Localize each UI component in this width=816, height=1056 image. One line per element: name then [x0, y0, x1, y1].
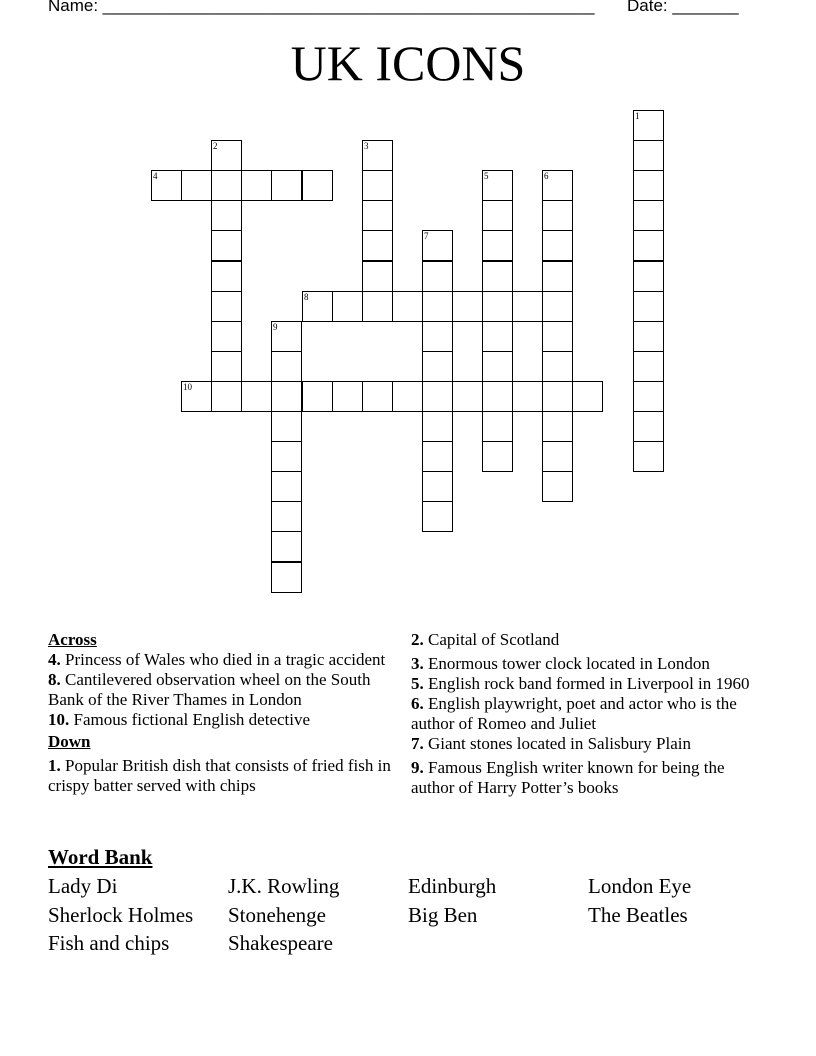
- grid-cell[interactable]: [392, 291, 423, 322]
- grid-cell[interactable]: [392, 381, 423, 412]
- grid-cell[interactable]: [181, 381, 212, 412]
- grid-cell[interactable]: [482, 411, 513, 442]
- grid-cell[interactable]: [422, 291, 453, 322]
- clues-right-column: [411, 630, 756, 798]
- word-bank-item: The Beatles: [588, 903, 688, 927]
- clue-number: 2.: [411, 630, 424, 649]
- grid-cell[interactable]: [633, 321, 664, 352]
- page-title: UK ICONS: [290, 35, 526, 91]
- word-bank-item: Big Ben: [408, 903, 478, 927]
- grid-cell[interactable]: [542, 381, 573, 412]
- grid-cell[interactable]: [542, 261, 573, 292]
- clue-text: Cantilevered observation wheel on the South Bank of the River Thames in London: [48, 670, 371, 709]
- grid-cell[interactable]: [542, 230, 573, 261]
- clue-number: 9.: [411, 758, 424, 777]
- grid-cell[interactable]: [542, 471, 573, 502]
- grid-cell[interactable]: [633, 381, 664, 412]
- grid-cell[interactable]: [422, 351, 453, 382]
- grid-cell[interactable]: [633, 230, 664, 261]
- grid-cell[interactable]: [422, 441, 453, 472]
- word-bank-item: Shakespeare: [228, 931, 333, 955]
- clue-down-1: [48, 756, 398, 796]
- grid-cell[interactable]: [482, 321, 513, 352]
- grid-cell[interactable]: [542, 351, 573, 382]
- grid-cell[interactable]: [362, 170, 393, 201]
- grid-cell[interactable]: [271, 531, 302, 562]
- grid-cell[interactable]: [422, 381, 453, 412]
- grid-cell[interactable]: [452, 381, 483, 412]
- word-bank-item: J.K. Rowling: [228, 874, 340, 898]
- clue-text: Enormous tower clock located in London: [428, 654, 710, 673]
- grid-cell[interactable]: [633, 110, 664, 141]
- date-field-line[interactable]: Date: _______: [627, 0, 739, 15]
- grid-cell[interactable]: [422, 230, 453, 261]
- grid-cell[interactable]: [542, 291, 573, 322]
- grid-cell[interactable]: [362, 261, 393, 292]
- clues-left-column: [48, 630, 398, 796]
- grid-cell[interactable]: [482, 230, 513, 261]
- word-bank-item: Fish and chips: [48, 931, 170, 955]
- grid-cell[interactable]: [542, 441, 573, 472]
- grid-cell[interactable]: [151, 170, 182, 201]
- clue-across-8: [48, 670, 398, 710]
- grid-cell[interactable]: [271, 562, 302, 593]
- down-heading: Down: [48, 732, 91, 751]
- grid-cell[interactable]: [211, 200, 242, 231]
- clue-number: 5.: [411, 674, 424, 693]
- clue-number: 3.: [411, 654, 424, 673]
- grid-cell[interactable]: [271, 501, 302, 532]
- word-bank-item: Stonehenge: [228, 903, 326, 927]
- grid-cell[interactable]: [211, 291, 242, 322]
- grid-cell[interactable]: [512, 381, 543, 412]
- grid-cell[interactable]: [482, 170, 513, 201]
- grid-cell[interactable]: [211, 381, 242, 412]
- grid-cell[interactable]: [512, 291, 543, 322]
- word-bank-heading: Word Bank: [48, 845, 153, 869]
- grid-cell[interactable]: [633, 411, 664, 442]
- clue-number: 1.: [48, 756, 61, 775]
- clue-down-5: [411, 674, 756, 694]
- grid-cell[interactable]: [422, 321, 453, 352]
- grid-cell[interactable]: [211, 351, 242, 382]
- cell-number: 6: [544, 171, 549, 181]
- across-heading: Across: [48, 630, 97, 649]
- clue-down-9: [411, 758, 756, 798]
- name-field-line[interactable]: Name: ____________________________________________________: [48, 0, 595, 15]
- cell-number: 8: [304, 292, 309, 302]
- grid-cell[interactable]: [302, 381, 333, 412]
- cell-number: 3: [364, 141, 369, 151]
- grid-cell[interactable]: [271, 321, 302, 352]
- grid-cell[interactable]: [332, 291, 363, 322]
- word-bank-item: Sherlock Holmes: [48, 903, 194, 927]
- grid-cell[interactable]: [271, 170, 302, 201]
- cell-number: 9: [273, 322, 278, 332]
- grid-cell[interactable]: [633, 200, 664, 231]
- clue-text: Princess of Wales who died in a tragic accident: [65, 650, 386, 669]
- word-bank-item: London Eye: [588, 874, 692, 898]
- grid-cell[interactable]: [633, 441, 664, 472]
- cell-number: 1: [635, 111, 640, 121]
- grid-cell[interactable]: [211, 261, 242, 292]
- grid-cell[interactable]: [633, 351, 664, 382]
- grid-cell[interactable]: [633, 140, 664, 171]
- clue-across-10: [48, 710, 398, 730]
- grid-cell[interactable]: [482, 200, 513, 231]
- grid-cell[interactable]: [482, 381, 513, 412]
- grid-cell[interactable]: [542, 200, 573, 231]
- clue-text: English playwright, poet and actor who is the author of Romeo and Juliet: [411, 694, 737, 733]
- grid-cell[interactable]: [422, 411, 453, 442]
- clue-number: 7.: [411, 734, 424, 753]
- clue-text: Popular British dish that consists of fried fish in crispy batter served with chips: [48, 756, 391, 795]
- grid-cell[interactable]: [362, 140, 393, 171]
- grid-cell[interactable]: [633, 170, 664, 201]
- cell-number: 4: [153, 171, 158, 181]
- clue-down-3: [411, 654, 756, 674]
- grid-cell[interactable]: [482, 261, 513, 292]
- word-bank-item: Edinburgh: [408, 874, 497, 898]
- grid-cell[interactable]: [271, 471, 302, 502]
- clue-number: 8.: [48, 670, 61, 689]
- grid-cell[interactable]: [181, 170, 212, 201]
- grid-cell[interactable]: [542, 170, 573, 201]
- grid-cell[interactable]: [362, 381, 393, 412]
- grid-cell[interactable]: [302, 170, 333, 201]
- clue-text: Famous fictional English detective: [73, 710, 311, 729]
- cell-number: 2: [213, 141, 218, 151]
- grid-cell[interactable]: [633, 261, 664, 292]
- clue-number: 6.: [411, 694, 424, 713]
- grid-cell[interactable]: [271, 351, 302, 382]
- grid-cell[interactable]: [362, 200, 393, 231]
- grid-cell[interactable]: [302, 291, 333, 322]
- grid-cell[interactable]: [572, 381, 603, 412]
- clue-down-2: [411, 630, 756, 650]
- grid-cell[interactable]: [271, 441, 302, 472]
- grid-cell[interactable]: [211, 321, 242, 352]
- grid-cell[interactable]: [482, 351, 513, 382]
- grid-cell[interactable]: [332, 381, 363, 412]
- grid-cell[interactable]: [271, 381, 302, 412]
- grid-cell[interactable]: [422, 471, 453, 502]
- grid-cell[interactable]: [271, 411, 302, 442]
- grid-cell[interactable]: [211, 170, 242, 201]
- grid-cell[interactable]: [542, 411, 573, 442]
- clue-text: English rock band formed in Liverpool in 1960: [428, 674, 750, 693]
- clue-across-4: [48, 650, 398, 670]
- clue-text: Capital of Scotland: [428, 630, 560, 649]
- grid-cell[interactable]: [362, 291, 393, 322]
- grid-cell[interactable]: [482, 291, 513, 322]
- grid-cell[interactable]: [241, 170, 272, 201]
- clue-number: 4.: [48, 650, 61, 669]
- grid-cell[interactable]: [542, 321, 573, 352]
- grid-cell[interactable]: [452, 291, 483, 322]
- clue-text: Giant stones located in Salisbury Plain: [428, 734, 691, 753]
- grid-cell[interactable]: [633, 291, 664, 322]
- grid-cell[interactable]: [482, 441, 513, 472]
- clue-down-7: [411, 734, 756, 754]
- grid-cell[interactable]: [211, 230, 242, 261]
- cell-number: 5: [484, 171, 489, 181]
- word-bank-item: Lady Di: [48, 874, 118, 898]
- clue-down-6: [411, 694, 756, 734]
- clue-number: 10.: [48, 710, 70, 729]
- grid-cell[interactable]: [241, 381, 272, 412]
- cell-number: 7: [424, 231, 429, 241]
- grid-cell[interactable]: [211, 140, 242, 171]
- grid-cell[interactable]: [422, 501, 453, 532]
- grid-cell[interactable]: [362, 230, 393, 261]
- clue-text: Famous English writer known for being the author of Harry Potter’s books: [411, 758, 725, 797]
- cell-number: 10: [183, 382, 192, 392]
- grid-cell[interactable]: [422, 261, 453, 292]
